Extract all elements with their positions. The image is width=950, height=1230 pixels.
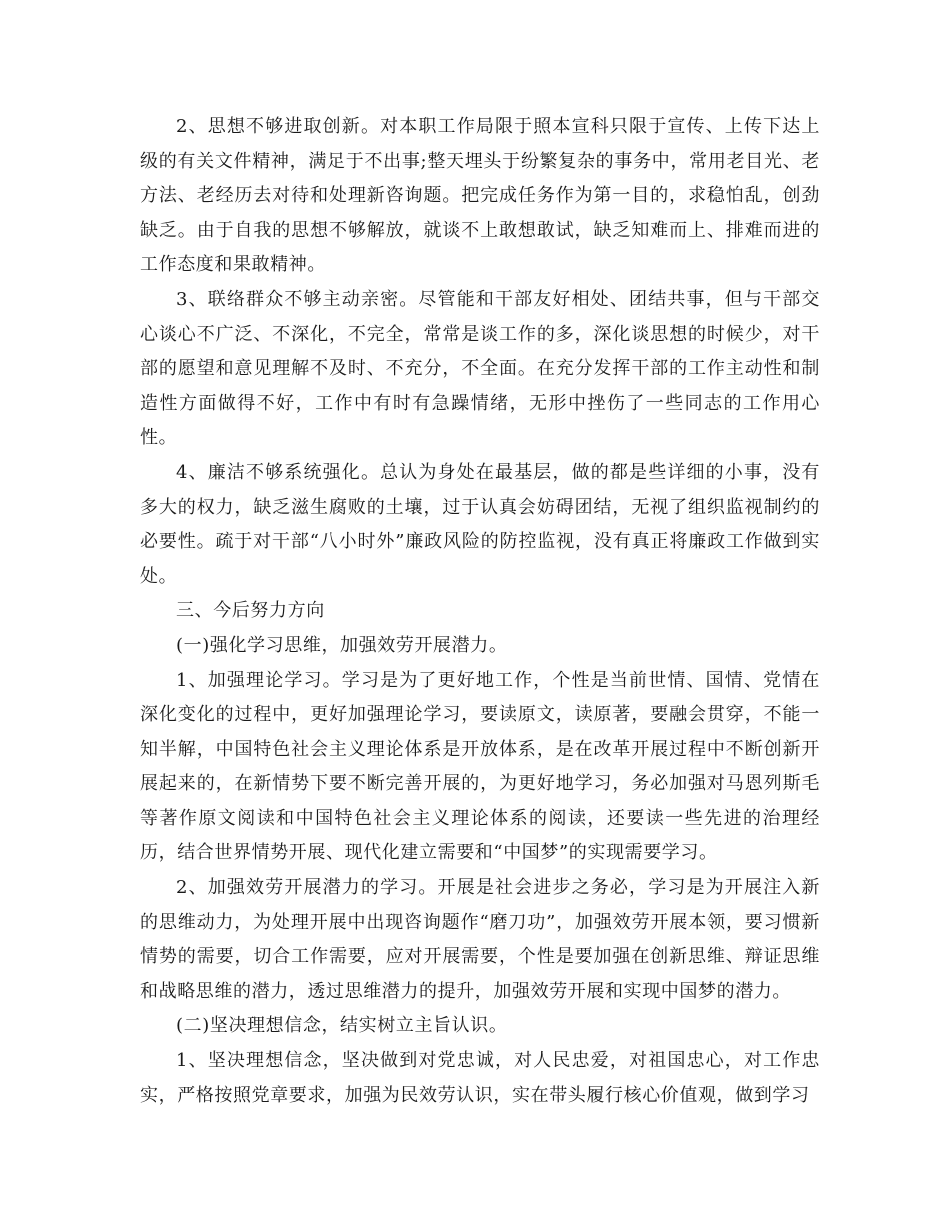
paragraph-integrity: 4、廉洁不够系统强化。总认为身处在最基层，做的都是些详细的小事，没有多大的权力，缺乏滋生腐败的土壤，过于认真会妨碍团结，无视了组织监视制约的必要性。疏于对干部“八小时外”廉政风险的防控监视，没有真正将廉政工作做到实处。 bbox=[140, 461, 820, 587]
paragraph-firm-ideals: 1、坚决理想信念，坚决做到对党忠诚，对人民忠爱，对祖国忠心，对工作忠实，严格按照党章要求，加强为民效劳认识，实在带头履行核心价值观，做到学习 bbox=[140, 1050, 820, 1106]
paragraph-theory-study: 1、加强理论学习。学习是为了更好地工作，个性是当前世情、国情、党情在深化变化的过程中，更好加强理论学习，要读原文，读原著，要融会贯穿，不能一知半解，中国特色社会主义理论体系是开放体系，是在改革开展过程中不断创新开展起来的，在新情势下要不断完善开展的，为更好地学习，务必加强对马恩列斯毛等著作原文阅读和中国特色社会主义理论体系的阅读，还要读一些先进的治理经历，结合世界情势开展、现代化建立需要和“中国梦”的实现需要学习。 bbox=[140, 669, 820, 864]
document-page bbox=[140, 110, 820, 1113]
paragraph-thinking-innovation: 2、思想不够进取创新。对本职工作局限于照本宣科只限于宣传、上传下达上级的有关文件精神，满足于不出事;整天埋头于纷繁复杂的事务中，常用老目光、老方法、老经历去对待和处理新咨询题。把完成任务作为第一目的，求稳怕乱，创劲缺乏。由于自我的思想不够解放，就谈不上敢想敢试，缺乏知难而上、排难而进的工作态度和果敢精神。 bbox=[140, 116, 820, 276]
section-heading-future-direction: 三、今后努力方向 bbox=[176, 600, 325, 622]
subsection-heading-learning: (一)强化学习思维，加强效劳开展潜力。 bbox=[176, 634, 508, 656]
subsection-heading-ideals: (二)坚决理想信念，结实树立主旨认识。 bbox=[176, 1015, 508, 1037]
paragraph-mass-contact: 3、联络群众不够主动亲密。尽管能和干部友好相处、团结共事，但与干部交心谈心不广泛、不深化，不完全，常常是谈工作的多，深化谈思想的时候少，对干部的愿望和意见理解不及时、不充分，不全面。在充分发挥干部的工作主动性和制造性方面做得不好，工作中有时有急躁情绪，无形中挫伤了一些同志的工作用心性。 bbox=[140, 288, 820, 449]
paragraph-service-development: 2、加强效劳开展潜力的学习。开展是社会进步之务必，学习是为开展注入新的思维动力，为处理开展中出现咨询题作“磨刀功”，加强效劳开展本领，要习惯新情势的需要，切合工作需要，应对开展需要，个性是要加强在创新思维、辩证思维和战略思维的潜力，透过思维潜力的提升，加强效劳开展和实现中国梦的潜力。 bbox=[140, 877, 820, 1002]
